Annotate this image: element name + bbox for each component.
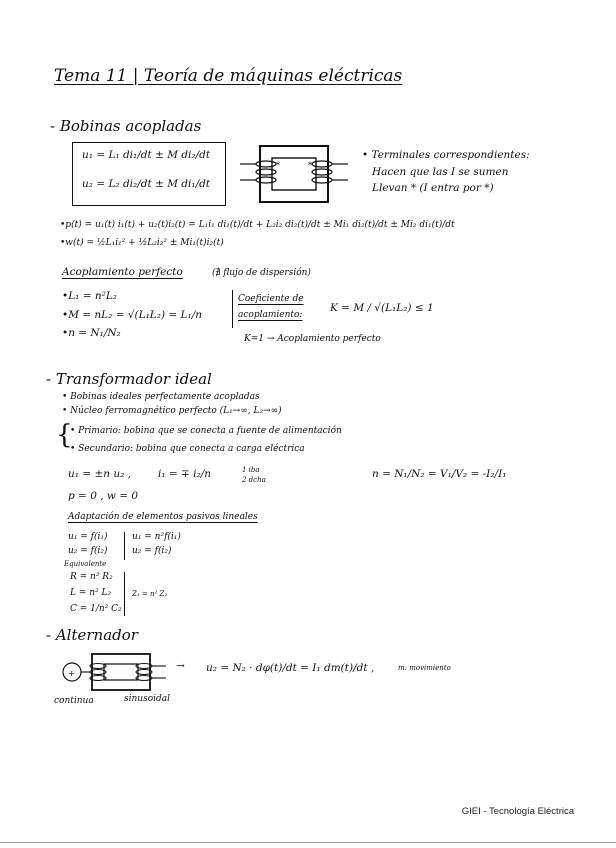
section-heading-alternador: - Alternador: [46, 626, 138, 644]
svg-text:*: *: [276, 161, 280, 170]
alternator-diagram: [58, 650, 170, 694]
label-sinusoidal: sinusoidal: [124, 694, 171, 704]
terminales-line-3: Llevan * (I entra por *): [372, 182, 494, 194]
equation-u2: u₂ = L₂ di₂/dt ± M di₁/dt: [82, 178, 211, 190]
equivalente-z: Z₁ = n² Z₂: [132, 590, 168, 598]
footer-text: GIEI - Tecnología Eléctrica: [461, 806, 574, 817]
section-heading-bobinas: - Bobinas acopladas: [50, 117, 202, 135]
primario-text: • Primario: bobina que se conecta a fuente de alimentación: [70, 426, 342, 436]
label-continua: continua: [54, 696, 94, 706]
adaptacion-a2: u₂ = f(i₂): [68, 546, 108, 556]
energy-equation: •w(t) = ½L₁i₁² + ½L₂i₂² ± Mi₁(t)i₂(t): [60, 238, 224, 248]
alternador-formula: u₂ = N₂ · dφ(t)/dt = I₁ dm(t)/dt ,: [206, 662, 375, 674]
transformador-bullet-1: • Bobinas ideales perfectamente acopladas: [62, 392, 260, 402]
acoplamiento-item-2: •M = nL₂ = √(L₁L₂) = L₁/n: [62, 309, 203, 321]
terminales-title: • Terminales correspondientes:: [362, 149, 530, 161]
adaptacion-heading: Adaptación de elementos pasivos lineales: [68, 512, 258, 522]
secundario-text: • Secundario: bobina que conecta a carga eléctrica: [70, 444, 305, 454]
transformador-power: p = 0 , w = 0: [68, 490, 139, 502]
brace-icon: {: [56, 420, 73, 450]
acoplamiento-heading: Acoplamiento perfecto: [62, 266, 183, 278]
acoplamiento-note: (∄ flujo de dispersión): [212, 268, 311, 278]
svg-text:+: +: [68, 669, 75, 678]
equivalente-c: C = 1/n² C₂: [70, 604, 122, 614]
transformador-bullet-2: • Núcleo ferromagnético perfecto (L₁→∞, L₂→∞): [62, 406, 282, 416]
adaptacion-a3: u₁ = n²f(i₁): [132, 532, 181, 542]
power-equation: •p(t) = u₁(t) i₁(t) + u₂(t)i₂(t) = L₁i₁ di₁(t)/dt + L₂i₂ di₂(t)/dt ± Mi₁ di₂(t)/dt ± Mi₂ di₁(t)/dt: [60, 220, 455, 230]
bottom-divider: [0, 842, 616, 843]
relacion-note-2: 2 dcha: [242, 476, 266, 484]
svg-text:*: *: [308, 161, 312, 170]
equivalente-label: Equivalente: [64, 560, 107, 568]
relacion-note-1: 1 iba: [242, 466, 260, 474]
relacion-tension: u₁ = ±n u₂ ,: [68, 468, 131, 480]
section-heading-transformador: - Transformador ideal: [46, 370, 212, 388]
coeficiente-formula: K = M / √(L₁L₂) ≤ 1: [330, 302, 434, 314]
coupled-coils-diagram: [236, 140, 352, 208]
acoplamiento-item-1: •L₁ = n²L₂: [62, 290, 118, 302]
relacion-corriente: i₁ = ∓ i₂/n: [158, 468, 212, 480]
arrow-icon: →: [176, 660, 185, 672]
coeficiente-note: K=1 → Acoplamiento perfecto: [244, 334, 381, 344]
coeficiente-label-1: Coeficiente de: [238, 294, 304, 304]
equivalente-r: R = n² R₂: [70, 572, 113, 582]
acoplamiento-item-3: •n = N₁/N₂: [62, 327, 121, 339]
page-title: Tema 11 | Teoría de máquinas eléctricas: [54, 66, 403, 86]
equation-u1: u₁ = L₁ di₁/dt ± M di₂/dt: [82, 149, 211, 161]
adaptacion-a1: u₁ = f(i₁): [68, 532, 108, 542]
relacion-n: n = N₁/N₂ = V₁/V₂ = -I₂/I₁: [372, 468, 507, 480]
alternador-note: m: movimiento: [398, 664, 451, 672]
coeficiente-label-2: acoplamiento:: [238, 310, 303, 320]
adaptacion-a4: u₂ = f(i₂): [132, 546, 172, 556]
terminales-line-2: Hacen que las I se sumen: [372, 166, 509, 178]
equivalente-l: L = n² L₂: [70, 588, 112, 598]
